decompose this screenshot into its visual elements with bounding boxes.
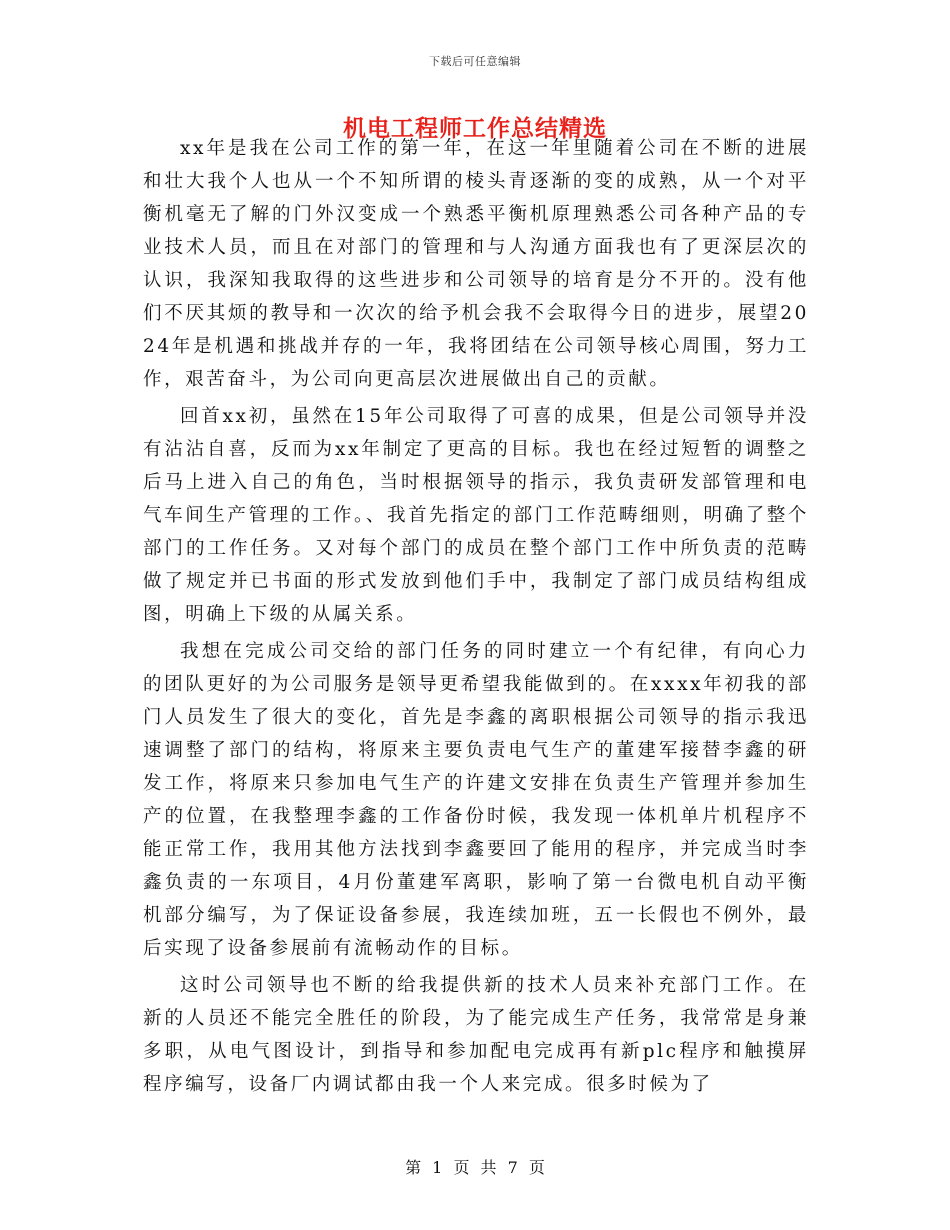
document-body xyxy=(143,132,809,1105)
paragraph-1: xx年是我在公司工作的第一年，在这一年里随着公司在不断的进展和壮大我个人也从一个不知所谓的棱头青逐渐的变的成熟，从一个对平衡机毫无了解的门外汉变成一个熟悉平衡机原理熟悉公司各种产品的专业技术人员，而且在对部门的管理和与人沟通方面我也有了更深层次的认识，我深知我取得的这些进步和公司领导的培育是分不开的。没有他们不厌其烦的教导和一次次的给予机会我不会取得今日的进步，展望2024年是机遇和挑战并存的一年，我将团结在公司领导核心周围，努力工作，艰苦奋斗，为公司向更高层次进展做出自己的贡献。 xyxy=(143,138,809,390)
paragraph-4: 这时公司领导也不断的给我提供新的技术人员来补充部门工作。在新的人员还不能完全胜任的阶段，为了能完成生产任务，我常常是身兼多职，从电气图设计，到指导和参加配电完成再有新plc程序和触摸屏程序编写，设备厂内调试都由我一个人来完成。很多时候为了 xyxy=(143,975,809,1095)
paragraph-2: 回首xx初，虽然在15年公司取得了可喜的成果，但是公司领导并没有沾沾自喜，反而为xx年制定了更高的目标。我也在经过短暂的调整之后马上进入自己的角色，当时根据领导的指示，我负责研发部管理和电气车间生产管理的工作。、我首先指定的部门工作范畴细则，明确了整个部门的工作任务。又对每个部门的成员在整个部门工作中所负责的范畴做了规定并已书面的形式发放到他们手中，我制定了部门成员结构组成图，明确上下级的从属关系。 xyxy=(143,406,809,625)
paragraph-3: 我想在完成公司交给的部门任务的同时建立一个有纪律，有向心力的团队更好的为公司服务是领导更希望我能做到的。在xxxx年初我的部门人员发生了很大的变化，首先是李鑫的离职根据公司领导的指示我迅速调整了部门的结构，将原来主要负责电气生产的董建军接替李鑫的研发工作，将原来只参加电气生产的许建文安排在负责生产管理并参加生产的位置，在我整理李鑫的工作备份时候，我发现一体机单片机程序不能正常工作，我用其他方法找到李鑫要回了能用的程序，并完成当时李鑫负责的一东项目，4月份董建军离职，影响了第一台微电机自动平衡机部分编写，为了保证设备参展，我连续加班，五一长假也不例外，最后实现了设备参展前有流畅动作的目标。 xyxy=(143,641,809,959)
header-note: 下载后可任意编辑 xyxy=(429,55,521,68)
document-title: 机电工程师工作总结精选 xyxy=(343,115,607,142)
page-number: 第 1 页 共 7 页 xyxy=(405,1158,545,1177)
